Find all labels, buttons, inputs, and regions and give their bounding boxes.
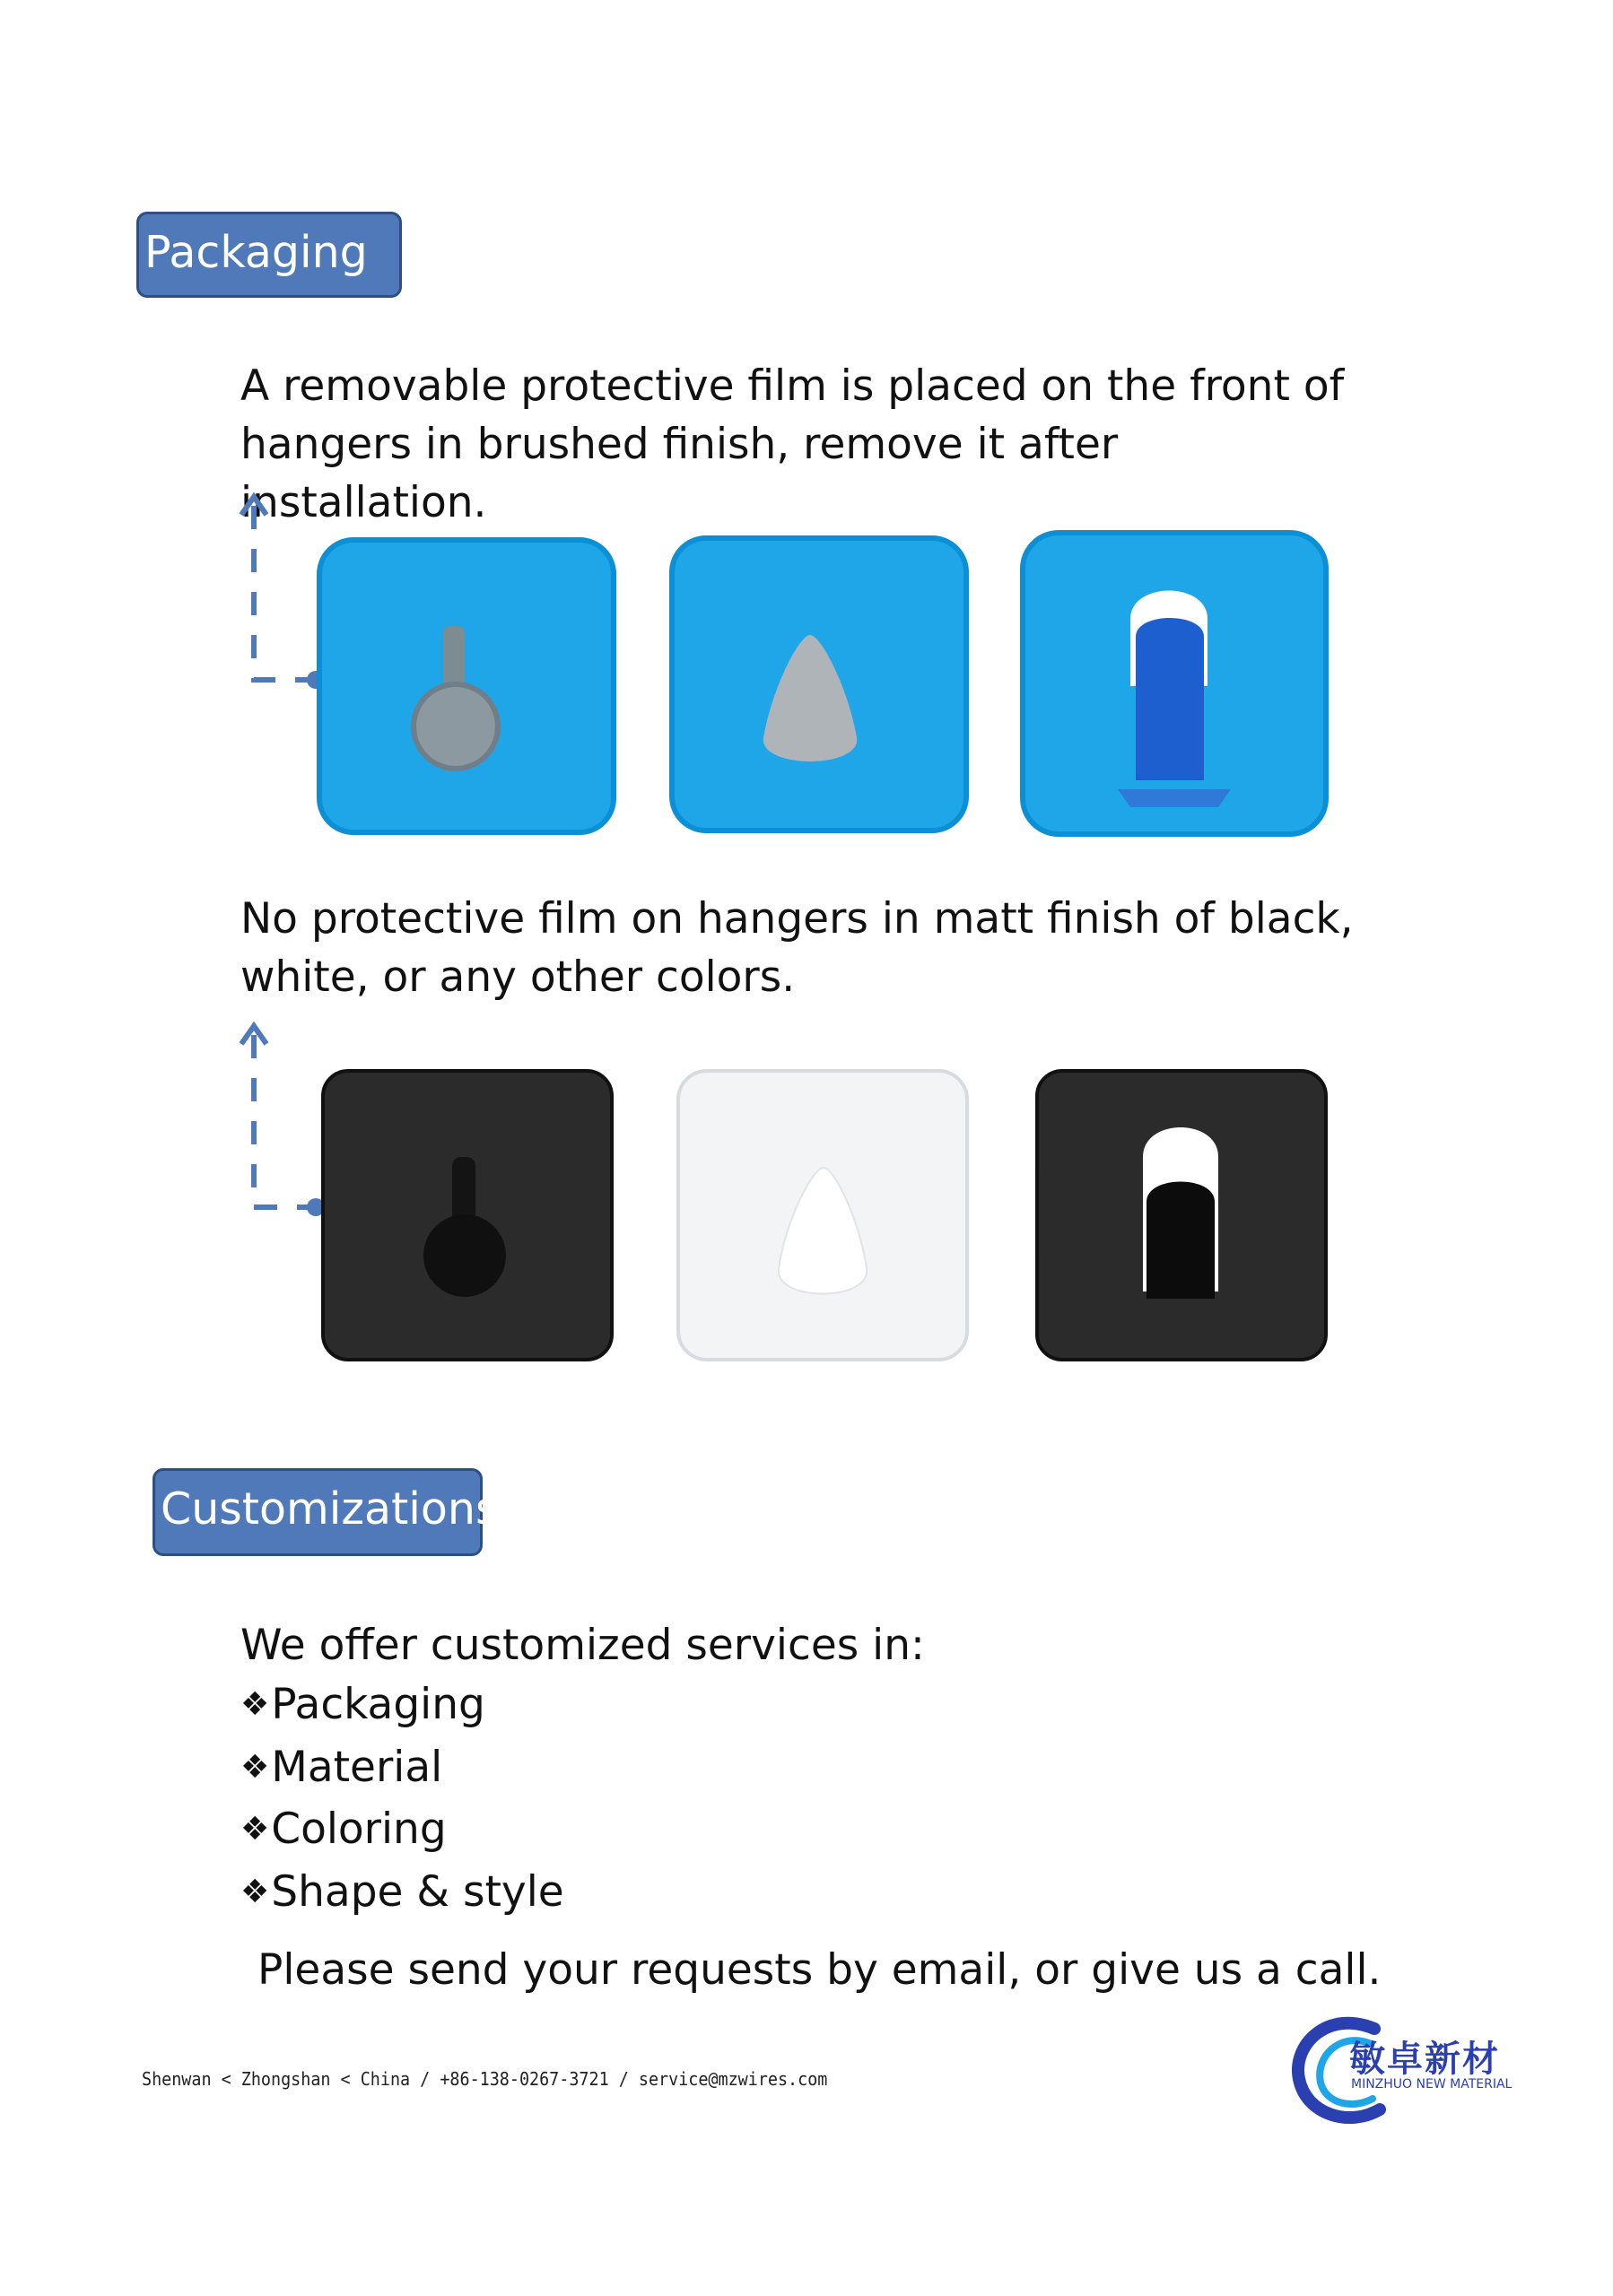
customizations-tag-label: Customizations	[161, 1483, 499, 1535]
list-item: ❖ Coloring	[240, 1800, 564, 1863]
customizations-intro: We offer customized services in:	[240, 1621, 925, 1670]
footer-contact: Shenwan < Zhongshan < China / +86-138-0267-3721 / service@mzwires.com	[142, 2068, 828, 2090]
packaging-section-tag	[136, 212, 402, 298]
film-hanger-round-pin	[316, 536, 617, 836]
logo-name-en: MINZHUO NEW MATERIAL	[1351, 2077, 1513, 2092]
matt-description: No protective film on hangers in matt finish of black, white, or any other colors.	[240, 894, 1354, 1002]
matt-white-hanger-teardrop	[675, 1067, 971, 1363]
film-hanger-bent-hook	[1019, 529, 1330, 838]
customizations-section-tag	[153, 1468, 499, 1556]
film-hanger-teardrop	[668, 535, 970, 834]
film-description: A removable protective film is placed on the front of hangers in brushed finish, remove it after installation.	[240, 361, 1345, 527]
matt-black-hanger-round-pin	[319, 1067, 615, 1363]
logo-name-cn: 敏卓新材	[1349, 2039, 1500, 2080]
customization-list	[240, 1675, 564, 1925]
closing-request: Please send your requests by email, or give us a call.	[257, 1945, 1382, 1995]
list-item: ❖ Shape & style	[240, 1863, 564, 1926]
list-item: ❖ Packaging	[240, 1675, 564, 1738]
list-item: ❖ Material	[240, 1738, 564, 1801]
packaging-tag-label: Packaging	[144, 227, 368, 278]
company-logo	[1292, 2009, 1525, 2127]
matt-black-hanger-bent-hook	[1033, 1067, 1330, 1363]
